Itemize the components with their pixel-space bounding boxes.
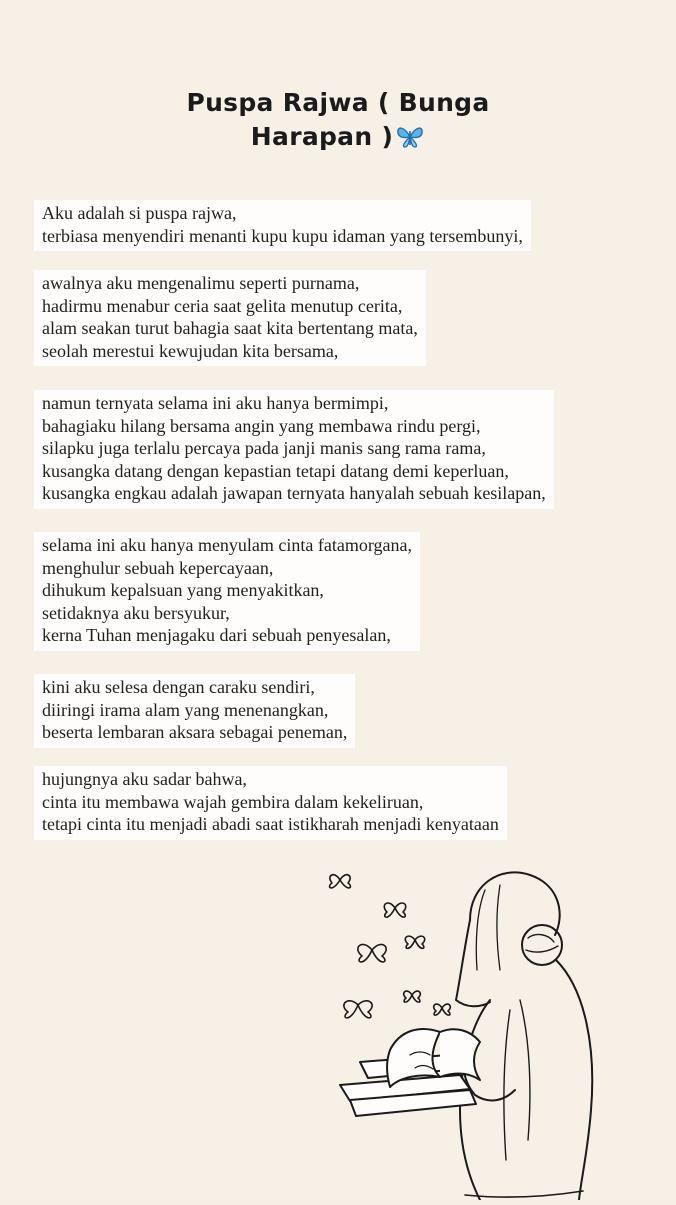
poem-line: seolah merestui kewujudan kita bersama,: [42, 340, 339, 361]
stanza-3: [34, 390, 554, 509]
butterfly-icon: [395, 124, 425, 158]
poem-line: diiringi irama alam yang menenangkan,: [42, 699, 329, 720]
poem-line: kusangka engkau adalah jawapan ternyata hanyalah sebuah kesilapan,: [42, 483, 546, 503]
poem-line: cinta itu membawa wajah gembira dalam kekeliruan,: [42, 791, 424, 812]
poem-line: tetapi cinta itu menjadi abadi saat istikharah menjadi kenyataan: [42, 814, 499, 834]
butterfly-icon: [330, 875, 351, 888]
stanza-4: [34, 532, 420, 651]
poem-line: dihukum kepalsuan yang menyakitkan,: [42, 580, 324, 600]
girl-with-books-illustration: [320, 850, 620, 1205]
poem-line: menghulur sebuah kepercayaan,: [42, 557, 274, 578]
stanza-6: [34, 766, 507, 840]
butterfly-icon: [344, 1001, 372, 1018]
title-line-1: Puspa Rajwa ( Bunga: [186, 88, 490, 117]
poem-line: kerna Tuhan menjagaku dari sebuah penyesalan,: [42, 625, 391, 645]
butterfly-icon: [404, 991, 421, 1002]
butterfly-icon: [405, 936, 424, 948]
poem-line: kusangka datang dengan kepastian tetapi datang demi keperluan,: [42, 460, 509, 481]
stanza-5: [34, 674, 355, 748]
stanza-1: [34, 200, 531, 251]
poem-line: Aku adalah si puspa rajwa,: [42, 203, 237, 223]
poem-title: [0, 86, 676, 158]
poem-line: alam seakan turut bahagia saat kita bertentang mata,: [42, 318, 418, 338]
butterfly-icon: [358, 944, 386, 962]
poem-line: hujungnya aku sadar bahwa,: [42, 769, 247, 789]
poem-line: silapku juga terlalu percaya pada janji manis sang rama rama,: [42, 438, 486, 458]
butterfly-icon: [384, 903, 405, 917]
poem-line: hadirmu menabur ceria saat gelita menutup cerita,: [42, 295, 403, 316]
poem-line: selama ini aku hanya menyulam cinta fatamorgana,: [42, 535, 413, 555]
poem-line: awalnya aku mengenalimu seperti purnama,: [42, 273, 360, 293]
poem-line: terbiasa menyendiri menanti kupu kupu idaman yang tersembunyi,: [42, 225, 523, 246]
title-line-2: Harapan ): [250, 122, 394, 151]
poem-line: kini aku selesa dengan caraku sendiri,: [42, 677, 315, 697]
poem-line: bahagiaku hilang bersama angin yang membawa rindu pergi,: [42, 415, 481, 436]
butterfly-icon: [434, 1004, 451, 1015]
stanza-2: [34, 270, 426, 366]
poem-line: setidaknya aku bersyukur,: [42, 602, 230, 623]
poem-line: beserta lembaran aksara sebagai peneman,: [42, 722, 348, 742]
poem-line: namun ternyata selama ini aku hanya bermimpi,: [42, 393, 389, 413]
